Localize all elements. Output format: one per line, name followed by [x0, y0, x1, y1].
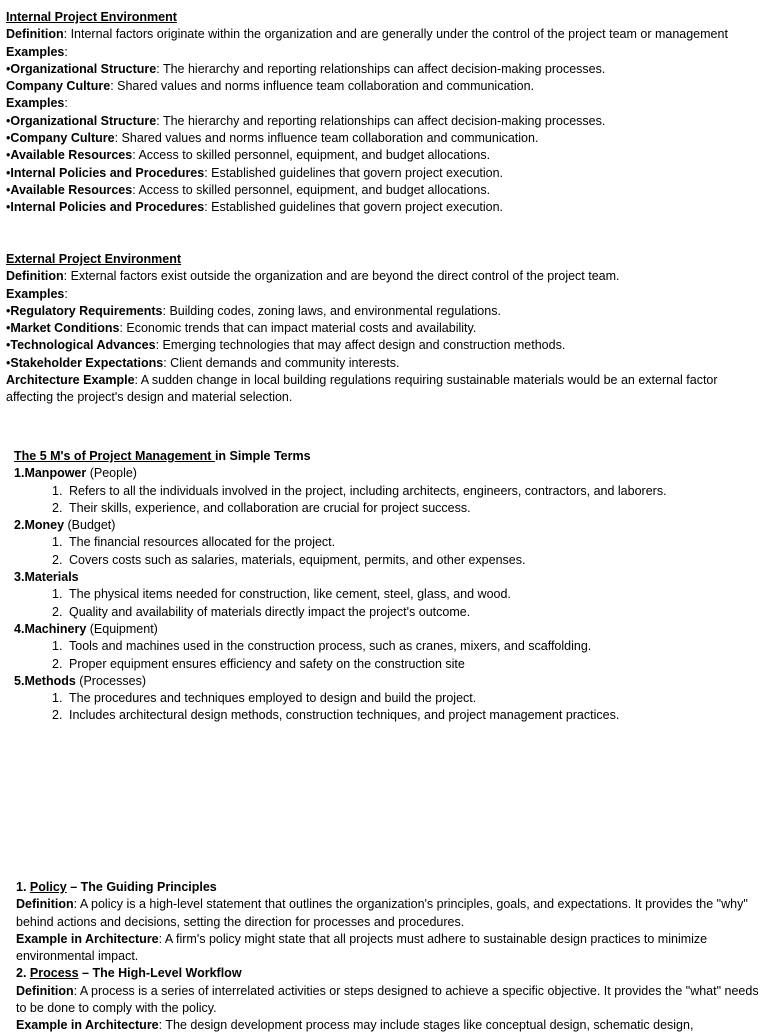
- internal-item-2-4: •Available Resources: Access to skilled personnel, equipment, and budget allocations.: [6, 182, 491, 197]
- m-sub-item: 2. Proper equipment ensures efficiency and safety on the construction site: [52, 656, 465, 671]
- process-definition: Definition: A process is a series of interrelated activities or steps designed to achieve a specific objective. It provides the "what" needs to be done to comply with the policy.: [16, 983, 759, 1016]
- external-item-regulatory: •Regulatory Requirements: Building codes, zoning laws, and environmental regulations.: [6, 303, 501, 318]
- external-item-tech: •Technological Advances: Emerging technologies that may affect design and construction methods.: [6, 338, 566, 353]
- internal-item-2-2: •Available Resources: Access to skilled personnel, equipment, and budget allocations.: [6, 148, 491, 163]
- internal-item-2-3: •Internal Policies and Procedures: Established guidelines that govern project execution.: [6, 165, 504, 180]
- external-item-market: •Market Conditions: Economic trends that can impact material costs and availability.: [6, 321, 477, 336]
- external-examples-label: Examples:: [6, 286, 68, 301]
- m-item-methods: 5.Methods (Processes): [14, 673, 146, 688]
- m-sub-item: 1. Refers to all the individuals involved in the project, including architects, engineers, contractors, and laborers.: [52, 483, 667, 498]
- policy-heading: 1. Policy – The Guiding Principles: [16, 880, 217, 894]
- m-sub-item: 2. Quality and availability of materials directly impact the project's outcome.: [52, 604, 471, 619]
- policy-process-section: [16, 879, 760, 1035]
- external-architecture-example: Architecture Example: A sudden change in local building regulations requiring sustainable materials would be an external factor affecting the project's design and material selection.: [6, 373, 718, 405]
- internal-definition: [6, 26, 760, 43]
- m-sub-item: 2. Their skills, experience, and collaboration are crucial for project success.: [52, 500, 471, 515]
- m-sub-item: 1. The physical items needed for construction, like cement, steel, glass, and wood.: [52, 587, 511, 602]
- internal-heading: Internal Project Environment: [6, 10, 177, 24]
- internal-definition-label: Definition: [6, 27, 64, 42]
- policy-definition: Definition: A policy is a high-level statement that outlines the organization's principles, goals, and expectations. It provides the "why" behind actions and decisions, setting the direction for processes and procedures.: [16, 897, 748, 929]
- internal-item-2-1: •Company Culture: Shared values and norms influence team collaboration and communication.: [6, 131, 539, 146]
- five-ms-section: [14, 448, 760, 725]
- external-heading: External Project Environment: [6, 252, 182, 266]
- internal-examples-label: Examples:: [6, 44, 68, 59]
- five-ms-heading: The 5 M's of Project Management in Simple Terms: [14, 449, 311, 463]
- internal-item-2-5: •Internal Policies and Procedures: Established guidelines that govern project execution.: [6, 200, 504, 215]
- internal-section: [6, 9, 760, 217]
- internal-examples-label-2: Examples:: [6, 96, 68, 111]
- process-example: Example in Architecture: The design development process may include stages like conceptual design, schematic design,: [16, 1018, 694, 1033]
- m-sub-item: 1. The procedures and techniques employed to design and build the project.: [52, 691, 477, 706]
- m-sub-item: 1. Tools and machines used in the construction process, such as cranes, mixers, and scaffolding.: [52, 639, 592, 654]
- m-sub-item: 1. The financial resources allocated for the project.: [52, 535, 336, 550]
- m-item-money: 2.Money (Budget): [14, 518, 116, 533]
- process-heading: 2. Process – The High-Level Workflow: [16, 966, 242, 981]
- m-item-materials: 3.Materials: [14, 570, 79, 585]
- external-section: [6, 251, 760, 407]
- m-item-manpower: 1.Manpower (People): [14, 466, 137, 481]
- internal-definition-text: : Internal factors originate within the organization and are generally under the control of the project team or management: [63, 27, 728, 42]
- policy-example: Example in Architecture: A firm's policy might state that all projects must adhere to sustainable design practices to minimize environmental impact.: [16, 931, 708, 964]
- internal-item-2-0: •Organizational Structure: The hierarchy and reporting relationships can affect decision-making processes.: [6, 113, 606, 128]
- m-sub-item: 2. Includes architectural design methods, construction techniques, and project management practices.: [52, 708, 620, 723]
- m-sub-item: 2. Covers costs such as salaries, materials, equipment, permits, and other expenses.: [52, 552, 526, 567]
- m-item-machinery: 4.Machinery (Equipment): [14, 621, 158, 636]
- external-definition: Definition: External factors exist outside the organization and are beyond the direct control of the project team.: [6, 269, 620, 284]
- internal-item-company-culture: Company Culture: Shared values and norms influence team collaboration and communication.: [6, 79, 535, 94]
- internal-item-org-structure: •Organizational Structure: The hierarchy and reporting relationships can affect decision-making processes.: [6, 61, 606, 76]
- external-item-stakeholder: •Stakeholder Expectations: Client demands and community interests.: [6, 355, 400, 370]
